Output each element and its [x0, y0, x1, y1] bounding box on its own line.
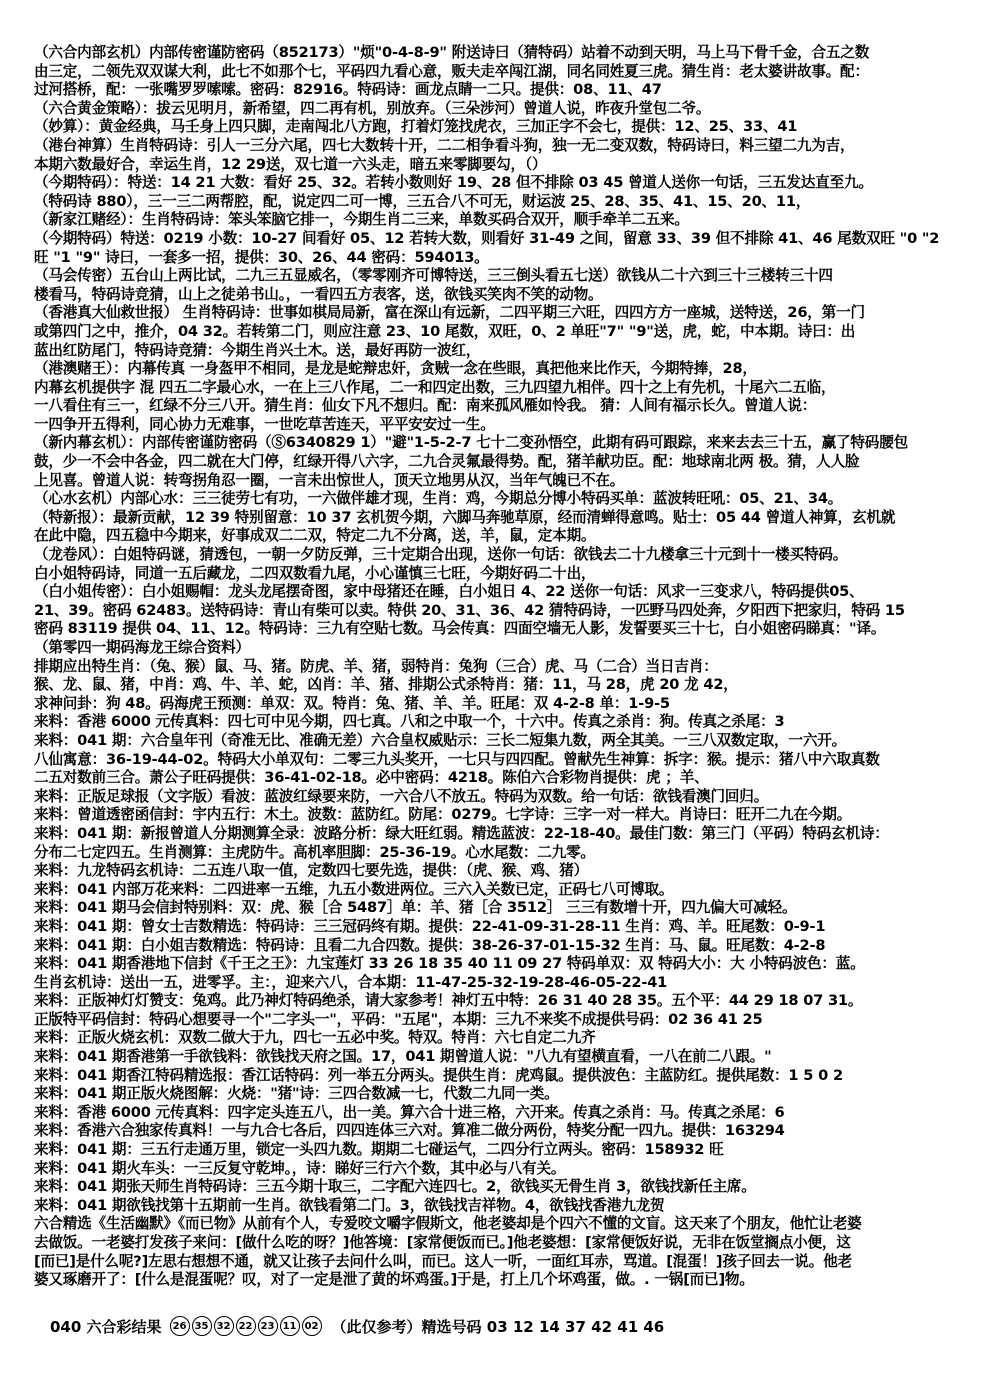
text-line: 来料：041 期：三五行走通万里，锁定一头四九数。期期二七碰运气，二四分行立两头。密码：158932 旺	[34, 1141, 724, 1159]
result-ball: 35	[192, 1316, 212, 1336]
result-label: 040 六合彩结果	[50, 1317, 162, 1336]
result-ball: 23	[258, 1316, 278, 1336]
text-line: （特新报）：最新贡献，12 39 特别留意：10 37 玄机贺今期，六脚马奔驰草原，经而清蝉得意鸣。贴士：05 44 曾道人神算，玄机就	[34, 508, 896, 526]
text-line: 或第四门之中，推介，04 32。若转第二门，则应注意 23、10 尾数，双旺，0、2 单旺"7" "9"送，虎，蛇，中本期。诗曰：出	[34, 322, 856, 340]
text-line: 来料：041 期张天师生肖特码诗：三五今期十取三，二字配六连四七。2，欲钱买无骨生肖 3，欲钱找新任主席。	[34, 1178, 756, 1196]
text-line: 来料：九龙特码玄机诗：二五连八取一值，定数四七要先选，提供：（虎、猴、鸡、猪）	[34, 862, 589, 880]
text-line: （今期特码）特送：0219 小数：10-27 间看好 05、12 若转大数，则看好 31-49 之间，留意 33、39 但不排除 41、46 尾数双旺 "0 "2	[34, 229, 940, 247]
text-line: （香港真大仙救世报） 生肖特码诗：世事如棋局局新，富在深山有远新，二四平期三六旺，四四方方一座城，送特送，26，第一门	[34, 304, 865, 322]
text-line: 来料：041 期：六合皇年刊（奇准无比、准确无差）六合皇权威贴示：三长二短集九数，两全其美。一三八双数定取，一六开。	[34, 731, 847, 749]
text-line: 分布二七定四五。生肖测算：主虎防牛。高机率胆脚：25-36-19。心水尾数：二九零。	[34, 843, 595, 861]
text-line: （第零四一期码海龙王综合资料）	[34, 639, 250, 656]
result-balls	[170, 1316, 322, 1336]
text-line: 来料：041 内部万花来料：二四进率一五维，九五小数进两位。三六入关数已定，正码七八可博取。	[34, 880, 674, 898]
result-ball: 02	[302, 1316, 322, 1336]
text-line: 一四争开五得利，同心协力无难事，一世吃草苦连天，平平安安过一生。	[34, 415, 495, 433]
result-ball: 11	[280, 1316, 300, 1336]
text-line: （特码诗 880），三一三二两帮腔，配，说定四二可一博，三五合八不可无，财运波 25、28、35、41、15、20、11，	[34, 192, 811, 210]
text-line: （新家江赌经）：生肖特码诗：笨头笨脑它排一，今期生肖二三来，单数买码合双开，顺手牵羊二五来。	[34, 211, 689, 229]
text-line: （龙卷风）：白姐特码谜，猜透包，一朝一夕防反弹，三十定期合出现，送你一句话：欲钱去二十九楼拿三十元到十一楼买特码。	[34, 546, 848, 564]
text-line: 来料：041 期正版火烧图解：火烧："猪"诗：三四合数减一七，代数二九同一类。	[34, 1085, 559, 1103]
text-line: 正版特平码信封：特码心想要寻一个"二字头一"，平码："五尾"，本期：三九不来奖不成提供号码：02 36 41 25	[34, 1010, 763, 1028]
text-line: 猴、龙、鼠、猪，中肖：鸡、牛、羊、蛇，凶肖：羊、猪、排期公式杀特肖：猪：11，马 28，虎 20 龙 42，	[34, 676, 738, 694]
text-line: 本期六数最好合，幸运生肖，12 29送，双七道一六头走，暗五来零脚要勾，（）	[34, 155, 547, 173]
text-line: （马会传密）五台山上两比试，二九三五显威名，（零零刚齐可博特送，三三倒头看五七送）欲钱从二十六到三十三楼转三十四	[34, 267, 833, 285]
text-line: 来料：曾道透密函信封：宇内五行：木土。波数：蓝防红。防尾：0279。七字诗：三字一对一样大。肖诗曰：旺开二九在今期。	[34, 806, 852, 824]
text-line: 来料：香港 6000 元传真料：四七可中见今期，四七真。八和之中取一个，十六中。传真之杀肖：狗。传真之杀尾：3	[34, 713, 785, 731]
text-line: 去做饭。一老婆打发孩子来问：[做什么吃的呀？]他答境：[家常便饭而已。]他老婆想：[家常便饭好说，无非在饭堂搁点小便，这	[34, 1234, 851, 1251]
text-line: 求神问卦：狗 48。码海虎王预测：单双：双。特肖：兔、猪、羊、羊。旺尾：双 4-2-8 单：1-9-5	[34, 694, 670, 712]
text-line: （白小姐传密）：白小姐赐帽：龙头龙尾摆奇图，家中母猪还在睡，白小姐日 4、22 送你一句话：风求一三变求八，特码提供05、	[34, 583, 864, 601]
text-line: （妙算）：黄金经典，马壬身上四只脚，走南闯北八方跑，打着灯笼找虎衣，三加正字不会七，提供：12、25、33、41	[34, 118, 798, 136]
text-line: 由三定，二领先双双谋大利，此七不如那个七，平码四九看心意，贩夫走卒闯江湖，同名同姓夏三虎。猜生肖：老太婆讲故事。配：	[34, 62, 869, 80]
text-line: [而已]是什么呢?]左思右想想不通，就又让孩子去问什么叫，而已。这人一听，一面红耳赤，骂道。[混蛋！]孩子回去一说。他老	[34, 1252, 852, 1270]
text-line: 排期应出特生肖：（兔、猴）鼠、马、猪。防虎、羊、猪，弱特肖：兔狗（三合）虎、马（二合）当日吉肖：	[34, 657, 718, 675]
text-line: （六合黄金策略）：拔云见明月，新希望，四二再有机，别放弃。（三朵涉河）曾道人说，昨夜升堂包二爷。	[34, 99, 711, 117]
text-line: 来料：041 期马会信封特别料：双：虎、猴［合 5487］单：羊、猪［合 3512］ 三三有数增十开，四九偏大可减轻。	[34, 899, 797, 917]
text-line: 21、39。密码 62483。送特码诗：青山有柴可以卖。特供 20、31、36、42 猜特码诗，一匹野马四处奔，夕阳西下把家归，特码 15	[34, 601, 905, 619]
result-note: （此仅参考）精选号码 03 12 14 37 42 41 46	[331, 1317, 665, 1336]
text-line: （六合内部玄机）内部传密谨防密码（852173）"烦"0-4-8-9" 附送诗曰（猜特码）站着不动到天明，马上马下骨千金，合五之数	[34, 44, 870, 61]
text-line: 来料：041 期：曾女士吉数精选：特码诗：三三冠码终有期。提供：22-41-09-31-28-11 生肖：鸡、羊。旺尾数：0-9-1	[34, 917, 826, 935]
text-line: 二五对数前三合。萧公子旺码提供：36-41-02-18。必中密码：4218。陈伯六合彩物肖提供：虎 ；羊、	[34, 769, 709, 787]
text-line: 白小姐特码诗，同道一五后藏龙，二四双数看九尾，小心谨慎三七旺，今期好码二十出，	[34, 564, 596, 582]
document-body	[34, 44, 980, 1290]
text-line: 蓝出红防尾门，特码诗竞猜：今期生肖兴土木。送，最好再防一波红，	[34, 341, 481, 359]
text-line: 楼看马，特码诗竞猜，山上之徒弟书山。，一看四五方表客，送，欲钱买笑肉不笑的动物。	[34, 285, 603, 303]
text-line: 八仙寓意：36-19-44-02。特码大小单双句：二零三九头奖开，一七只与四四配。曾献先生神算：拆字：猴。提示：猪八中六取真数	[34, 750, 880, 768]
text-line: 来料：正版火烧玄机：双数二做大于九，四七一五必中奖。特双。特肖：六七自定二九齐	[34, 1029, 596, 1047]
text-line: （港台神算）生肖特码诗：引人一三分六尾，四七大数转十开，二二相争看斗狗，独一无二变双数，特码诗曰，料三望二九为吉，	[34, 136, 855, 154]
text-line: （新内幕玄机）：内部传密谨防密码（Ⓢ6340829 1）"避"1-5-2-7 七十二变孙悟空，此期有码可跟踪，来来去去三十五，赢了特码腰包	[34, 434, 908, 452]
text-line: 来料：041 期香港第一手欲钱料：欲钱找天府之国。17，041 期曾道人说："八九有望横直看，一八在前二八跟。"	[34, 1048, 772, 1066]
result-ball: 26	[170, 1316, 190, 1336]
text-line: 来料：香港六合独家传真料！一与九合七各后，四四连体三六对。算准二做分两份，特奖分配一四九。提供：163294	[34, 1122, 785, 1140]
text-line: 来料：香港 6000 元传真料：四字定头连五八，出一美。算六合十进三格，六开来。传真之杀肖：马。传真之杀尾：6	[34, 1103, 785, 1121]
text-line: （心水玄机）内部心水：三三徒劳七有功，一六做伴雄才现，生肖：鸡，今期总分博小特码买单：蓝波转旺吼：05、21、34。	[34, 490, 843, 508]
text-line: 六合精选《生活幽默》《而已物》从前有个人，专爱咬文嚼字假斯文，他老婆却是个四六不懂的文盲。这天来了个朋友，他忙让老婆	[34, 1215, 862, 1233]
text-line: （港澳赌王）：内幕传真 一身盔甲不相同，是龙是蛇辩忠奸，贪贼一念在些眼，真把他来比作天，今期特捧，28，	[34, 360, 757, 378]
text-line: 生肖玄机诗：送出一五，进零孚。主：，迎来六八，合本期：11-47-25-32-19-28-46-05-22-41	[34, 973, 668, 991]
text-line: 一八看住有三一，红绿不分三八开。猜生肖：仙女下凡不想归。配：南来孤风雁如怜我。 猜：人间有福示长久。曾道人说：	[34, 397, 817, 415]
text-line: （今期特码）：特送：14 21 大数：看好 25、32。若转小数则好 19、28 但不排除 03 45 曾道人送你一句话，三五发达直至九。	[34, 174, 873, 192]
text-line: 来料：041 期香江特码精选报：香江话特码：列一举五分两头。提供生肖：虎鸡鼠。提供波色：主蓝防红。提供尾数：1 5 0 2	[34, 1066, 843, 1084]
text-line: 来料：041 期：白小姐吉数精选：特码诗：且看二九合四数。提供：38-26-37-01-15-32 生肖：马、鼠。旺尾数：4-2-8	[34, 936, 826, 954]
text-line: 来料：041 期香港地下信封《千王之王》：九宝莲灯 33 26 18 35 40 11 09 27 特码单双：双 特码大小：大 小特码波色：蓝。	[34, 955, 865, 973]
text-line: 过河搭桥，配：一张嘴罗罗嗦嗦。密码：82916。特码诗：画龙点睛一二只。提供：08、11、47	[34, 81, 662, 99]
result-ball: 22	[236, 1316, 256, 1336]
text-line: 婆又琢磨开了：[什么是混蛋呢？叹，对了一定是泄了黄的坏鸡蛋。]于是，打上几个坏鸡蛋，做。. 一锅[而已]物。	[34, 1271, 754, 1289]
text-line: 来料：041 期：新报曾道人分期测算全录：波路分析：绿大旺红弱。精选蓝波：22-18-40。最佳门数：第三门（平码）特码玄机诗：	[34, 824, 889, 842]
text-line: 在此中隐，四五稳中今期来，好事成双二二双，特定二九不分离，送，羊，鼠，定本期。	[34, 527, 596, 545]
text-line: 来料：正版足球报（文字版）看波：蓝波红绿要来防，一六合八不放五。特码为双数。给一句话：欲钱看澳门回归。	[34, 787, 769, 805]
text-line: 上见喜。曾道人说：转弯拐角忍一圈，一言未出惊世人，顶天立地男从汉，当年气魄已不在。	[34, 471, 625, 489]
text-line: 来料：041 期火车头：一三反复守乾坤。，诗：睇好三行六个数，其中必与八有关。	[34, 1159, 566, 1177]
text-line: 内幕玄机提供字 混 四五二字最心水，一在上三八作尾，二一和四定出数，三九四望九相伴。四十之上有先机，十尾六二五临，	[34, 378, 836, 396]
text-line: 密码 83119 提供 04、11、12。特码诗：三九有空贴七数。马会传真：四面空墙无人影，发誓要买三十七，白小姐密码睇真："译。	[34, 620, 886, 638]
text-line: 鼓，少一不会中各金，四二就在大门停，红绿开得八六字，二九合灵氟最得势。配，猪羊献功臣。配：地球南北两 极。猜，人人脸	[34, 453, 860, 471]
text-line: 来料：正版神灯灯赞支：兔鸡。此乃神灯特码绝杀，请大家参考！神灯五中特：26 31 40 28 35。五个平：44 29 18 07 31。	[34, 992, 863, 1010]
result-ball: 32	[214, 1316, 234, 1336]
lottery-result-footer	[50, 1312, 950, 1340]
text-line: 来料：041 期欲钱找第十五期前一生肖。欲钱看第二门。3，欲钱找吉祥物。4，欲钱找香港九龙贺	[34, 1196, 665, 1214]
text-line: 旺 "1 "9" 诗曰，一套多一招，提供：30、26、44 密码：594013。	[34, 248, 489, 266]
